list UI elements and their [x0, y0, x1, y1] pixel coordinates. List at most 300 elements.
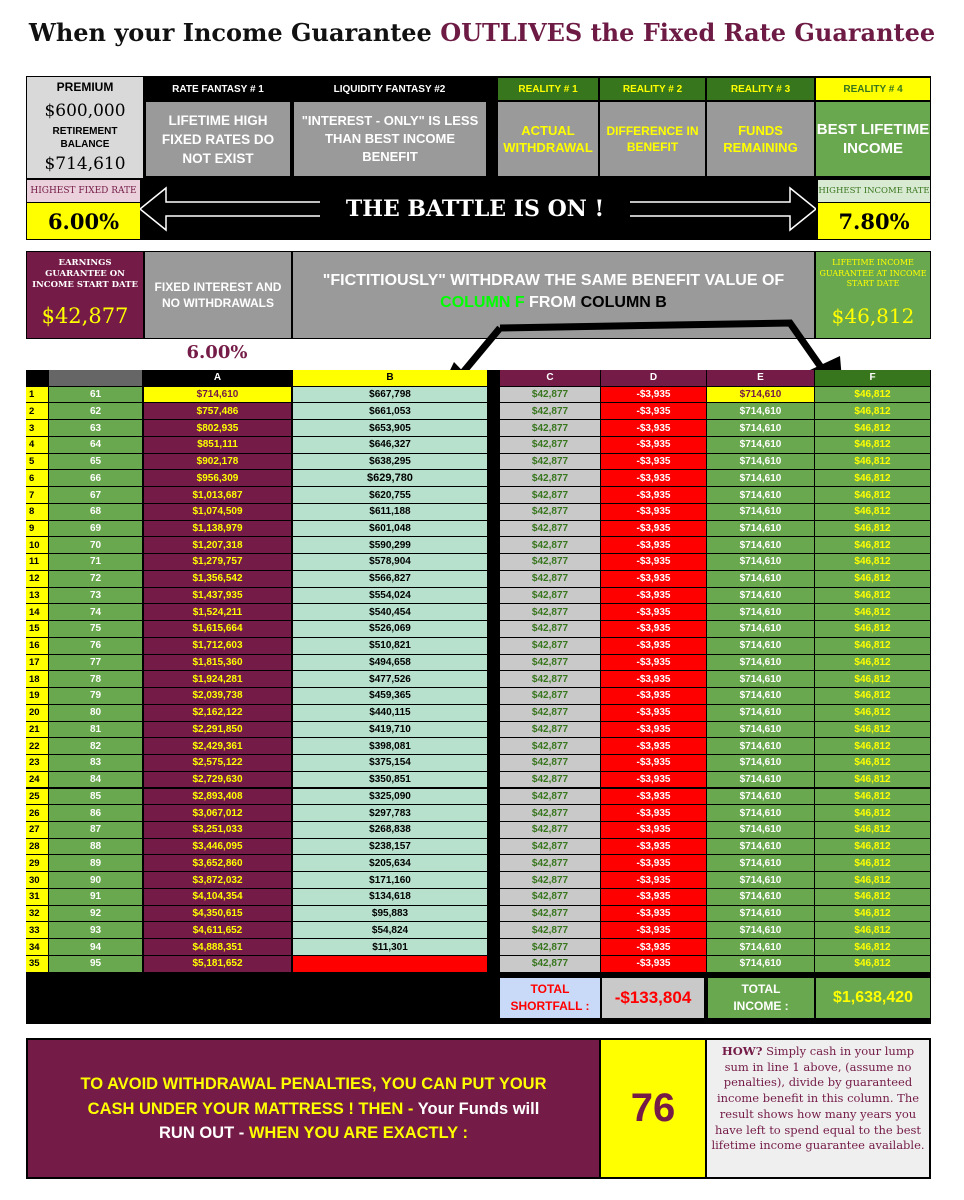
row-number-cell: 34	[26, 939, 48, 955]
highest-income-rate-label: HIGHEST INCOME RATE	[818, 180, 930, 202]
age-cell: 80	[49, 705, 142, 721]
age-cell: 91	[49, 889, 142, 905]
table-row	[26, 487, 931, 504]
column-c-cell: $42,877	[500, 872, 600, 888]
table-row	[26, 956, 931, 973]
column-c-cell: $42,877	[500, 906, 600, 922]
column-d-cell: -$3,935	[601, 671, 706, 687]
column-a-cell: $1,524,211	[144, 604, 291, 620]
column-c-cell: $42,877	[500, 403, 600, 419]
age-cell: 95	[49, 956, 142, 972]
column-c-cell: $42,877	[500, 789, 600, 805]
column-e-cell: $714,610	[707, 789, 814, 805]
column-e-cell: $714,610	[707, 705, 814, 721]
column-a-cell: $4,350,615	[144, 906, 291, 922]
column-e-cell: $714,610	[707, 638, 814, 654]
title-part-2: OUTLIVES the Fixed Rate Guarantee	[440, 18, 936, 47]
column-d-cell: -$3,935	[601, 571, 706, 587]
column-f-cell: $46,812	[815, 437, 930, 453]
column-b-cell: $590,299	[293, 537, 487, 553]
column-e-cell: $714,610	[707, 839, 814, 855]
column-d-cell: -$3,935	[601, 906, 706, 922]
row-number-cell: 18	[26, 671, 48, 687]
column-d-cell: -$3,935	[601, 956, 706, 972]
column-f-cell: $46,812	[815, 554, 930, 570]
column-e-cell: $714,610	[707, 772, 814, 788]
column-f-cell: $46,812	[815, 387, 930, 403]
row-number-cell: 20	[26, 705, 48, 721]
column-e-cell: $714,610	[707, 805, 814, 821]
column-d-cell: -$3,935	[601, 705, 706, 721]
earnings-label: EARNINGS GUARANTEE ON INCOME START DATE	[32, 257, 138, 290]
column-c-cell: $42,877	[500, 755, 600, 771]
column-e-cell: $714,610	[707, 454, 814, 470]
column-c-cell: $42,877	[500, 621, 600, 637]
row-number-cell: 23	[26, 755, 48, 771]
age-cell: 76	[49, 638, 142, 654]
total-income-value: $1,638,420	[816, 978, 930, 1018]
age-cell: 70	[49, 537, 142, 553]
column-e-cell: $714,610	[707, 889, 814, 905]
column-a-cell: $956,309	[144, 470, 291, 486]
row-number-cell: 22	[26, 738, 48, 754]
column-header-b: B	[293, 370, 487, 386]
column-e-cell: $714,610	[707, 755, 814, 771]
data-table	[26, 370, 931, 974]
column-b-cell: $477,526	[293, 671, 487, 687]
column-f-cell: $46,812	[815, 655, 930, 671]
how-text-1: Simply cash in your lump sum in line 1 above, (assume no penalties),	[723, 1044, 915, 1090]
fictitious-column-f: COLUMN F	[440, 294, 525, 311]
row-number-cell: 29	[26, 855, 48, 871]
age-cell: 92	[49, 906, 142, 922]
column-b-cell: $566,827	[293, 571, 487, 587]
column-c-cell: $42,877	[500, 956, 600, 972]
row-number-cell: 30	[26, 872, 48, 888]
column-d-cell: -$3,935	[601, 420, 706, 436]
column-c-cell: $42,877	[500, 437, 600, 453]
table-row	[26, 738, 931, 755]
highest-fixed-rate-label: HIGHEST FIXED RATE	[27, 180, 140, 202]
row-number-cell: 26	[26, 805, 48, 821]
column-header-c: C	[500, 370, 600, 386]
column-c-cell: $42,877	[500, 939, 600, 955]
column-d-cell: -$3,935	[601, 521, 706, 537]
column-d-cell: -$3,935	[601, 437, 706, 453]
age-cell: 85	[49, 789, 142, 805]
table-row	[26, 789, 931, 806]
header-rate-fantasy: RATE FANTASY # 1	[144, 78, 292, 100]
reality-1-box: ACTUAL WITHDRAWAL	[498, 102, 598, 176]
column-e-cell: $714,610	[707, 554, 814, 570]
column-c-cell: $42,877	[500, 671, 600, 687]
row-number-cell: 21	[26, 722, 48, 738]
column-a-cell: $5,181,652	[144, 956, 291, 972]
column-f-cell: $46,812	[815, 671, 930, 687]
row-number-cell: 7	[26, 487, 48, 503]
column-a-cell: $1,356,542	[144, 571, 291, 587]
column-d-cell: -$3,935	[601, 805, 706, 821]
column-c-cell: $42,877	[500, 772, 600, 788]
column-f-cell: $46,812	[815, 738, 930, 754]
header-liquidity-fantasy: LIQUIDITY FANTASY #2	[292, 78, 487, 100]
column-c-cell: $42,877	[500, 387, 600, 403]
column-d-cell: -$3,935	[601, 688, 706, 704]
age-cell: 69	[49, 521, 142, 537]
age-cell: 88	[49, 839, 142, 855]
column-a-cell: $3,872,032	[144, 872, 291, 888]
column-d-cell: -$3,935	[601, 789, 706, 805]
row-number-cell: 10	[26, 537, 48, 553]
column-c-cell: $42,877	[500, 554, 600, 570]
shortfall-value: -$133,804	[602, 978, 704, 1018]
age-cell: 74	[49, 604, 142, 620]
age-cell: 71	[49, 554, 142, 570]
row-number-cell: 6	[26, 470, 48, 486]
table-row	[26, 939, 931, 956]
column-f-cell: $46,812	[815, 420, 930, 436]
page-title	[0, 18, 964, 47]
column-b-cell: $238,157	[293, 839, 487, 855]
column-b-cell: $510,821	[293, 638, 487, 654]
column-e-cell: $714,610	[707, 722, 814, 738]
header-blank-cell	[49, 370, 142, 386]
column-f-cell: $46,812	[815, 956, 930, 972]
column-a-cell: $1,207,318	[144, 537, 291, 553]
table-row	[26, 872, 931, 889]
column-b-cell: $629,780	[293, 470, 487, 486]
column-b-cell: $440,115	[293, 705, 487, 721]
column-b-cell: $205,634	[293, 855, 487, 871]
column-f-cell: $46,812	[815, 537, 930, 553]
mattress-line-2a: CASH UNDER YOUR MATTRESS ! THEN -	[87, 1099, 418, 1118]
row-number-cell: 15	[26, 621, 48, 637]
column-d-cell: -$3,935	[601, 738, 706, 754]
column-d-cell: -$3,935	[601, 939, 706, 955]
column-a-cell: $2,291,850	[144, 722, 291, 738]
column-c-cell: $42,877	[500, 521, 600, 537]
table-row	[26, 571, 931, 588]
rate-under-label: 6.00%	[186, 341, 248, 363]
column-f-cell: $46,812	[815, 638, 930, 654]
row-number-cell: 28	[26, 839, 48, 855]
column-b-cell: $646,327	[293, 437, 487, 453]
column-b-cell: $350,851	[293, 772, 487, 788]
column-b-cell: $540,454	[293, 604, 487, 620]
row-number-cell: 9	[26, 521, 48, 537]
age-cell: 93	[49, 922, 142, 938]
column-b-cell	[293, 956, 487, 972]
column-a-cell: $802,935	[144, 420, 291, 436]
column-f-cell: $46,812	[815, 454, 930, 470]
column-e-cell: $714,610	[707, 655, 814, 671]
column-b-cell: $554,024	[293, 588, 487, 604]
table-row	[26, 889, 931, 906]
column-f-cell: $46,812	[815, 805, 930, 821]
retirement-balance-label: RETIREMENT BALANCE	[52, 126, 118, 150]
column-d-cell: -$3,935	[601, 454, 706, 470]
column-c-cell: $42,877	[500, 588, 600, 604]
row-number-cell: 33	[26, 922, 48, 938]
reality-4-box: BEST LIFETIME INCOME	[816, 102, 930, 176]
table-row	[26, 403, 931, 420]
age-cell: 77	[49, 655, 142, 671]
table-row	[26, 554, 931, 571]
column-d-cell: -$3,935	[601, 403, 706, 419]
column-e-cell: $714,610	[707, 571, 814, 587]
column-f-cell: $46,812	[815, 922, 930, 938]
table-row	[26, 437, 931, 454]
title-part-1: When your Income Guarantee	[28, 18, 441, 47]
column-a-cell: $1,712,603	[144, 638, 291, 654]
column-f-cell: $46,812	[815, 705, 930, 721]
table-row	[26, 454, 931, 471]
row-number-cell: 8	[26, 504, 48, 520]
column-d-cell: -$3,935	[601, 470, 706, 486]
table-row	[26, 655, 931, 672]
column-f-cell: $46,812	[815, 487, 930, 503]
column-c-cell: $42,877	[500, 738, 600, 754]
column-c-cell: $42,877	[500, 420, 600, 436]
table-row	[26, 906, 931, 923]
column-b-cell: $661,053	[293, 403, 487, 419]
column-c-cell: $42,877	[500, 822, 600, 838]
reality-2-box: DIFFERENCE IN BENEFIT	[600, 102, 705, 176]
mattress-line-3a: RUN OUT -	[159, 1124, 249, 1142]
column-b-cell: $11,301	[293, 939, 487, 955]
column-e-cell: $714,610	[707, 688, 814, 704]
column-f-cell: $46,812	[815, 621, 930, 637]
column-c-cell: $42,877	[500, 705, 600, 721]
column-f-cell: $46,812	[815, 403, 930, 419]
table-row	[26, 705, 931, 722]
age-cell: 87	[49, 822, 142, 838]
column-f-cell: $46,812	[815, 906, 930, 922]
table-row	[26, 822, 931, 839]
header-reality-4: REALITY # 4	[816, 78, 930, 100]
row-number-cell: 16	[26, 638, 48, 654]
column-e-cell: $714,610	[707, 403, 814, 419]
column-d-cell: -$3,935	[601, 822, 706, 838]
row-number-cell: 4	[26, 437, 48, 453]
column-e-cell: $714,610	[707, 420, 814, 436]
header-reality-1: REALITY # 1	[498, 78, 598, 100]
table-row	[26, 621, 931, 638]
age-cell: 75	[49, 621, 142, 637]
column-f-cell: $46,812	[815, 571, 930, 587]
column-c-cell: $42,877	[500, 805, 600, 821]
table-row	[26, 805, 931, 822]
column-a-cell: $1,615,664	[144, 621, 291, 637]
column-a-cell: $4,611,652	[144, 922, 291, 938]
column-b-cell: $578,904	[293, 554, 487, 570]
column-e-cell: $714,610	[707, 872, 814, 888]
column-c-cell: $42,877	[500, 722, 600, 738]
age-cell: 90	[49, 872, 142, 888]
column-a-cell: $2,039,738	[144, 688, 291, 704]
column-b-cell: $268,838	[293, 822, 487, 838]
column-b-cell: $419,710	[293, 722, 487, 738]
age-cell: 86	[49, 805, 142, 821]
column-e-cell: $714,610	[707, 487, 814, 503]
column-f-cell: $46,812	[815, 470, 930, 486]
shortfall-label-line-2: SHORTFALL :	[510, 999, 590, 1013]
table-row	[26, 420, 931, 437]
rate-fantasy-box: LIFETIME HIGH FIXED RATES DO NOT EXIST	[146, 102, 290, 176]
battle-text: THE BATTLE IS ON !	[320, 192, 630, 226]
column-b-cell: $667,798	[293, 387, 487, 403]
how-text-2: divide by guaranteed income benefit in this column. The result shows how many years you have left to spend equal to the best lifetime income guarantee available.	[711, 1075, 925, 1153]
column-f-cell: $46,812	[815, 839, 930, 855]
column-d-cell: -$3,935	[601, 504, 706, 520]
mattress-line-1: TO AVOID WITHDRAWAL PENALTIES, YOU CAN PUT YOUR	[80, 1075, 547, 1093]
fixed-no-withdraw-box: FIXED INTEREST AND NO WITHDRAWALS	[145, 252, 291, 338]
column-a-cell: $1,138,979	[144, 521, 291, 537]
column-d-cell: -$3,935	[601, 638, 706, 654]
row-number-cell: 1	[26, 387, 48, 403]
column-f-cell: $46,812	[815, 789, 930, 805]
age-cell: 94	[49, 939, 142, 955]
column-e-cell: $714,610	[707, 504, 814, 520]
age-cell: 61	[49, 387, 142, 403]
age-cell: 78	[49, 671, 142, 687]
column-a-cell: $2,162,122	[144, 705, 291, 721]
column-d-cell: -$3,935	[601, 554, 706, 570]
column-c-cell: $42,877	[500, 454, 600, 470]
column-e-cell: $714,610	[707, 537, 814, 553]
column-e-cell: $714,610	[707, 387, 814, 403]
column-a-cell: $2,429,361	[144, 738, 291, 754]
column-b-cell: $601,048	[293, 521, 487, 537]
age-cell: 81	[49, 722, 142, 738]
column-c-cell: $42,877	[500, 655, 600, 671]
column-f-cell: $46,812	[815, 822, 930, 838]
column-b-cell: $494,658	[293, 655, 487, 671]
shortfall-label-line-1: TOTAL	[530, 982, 570, 996]
column-c-cell: $42,877	[500, 688, 600, 704]
table-row	[26, 722, 931, 739]
how-label: HOW?	[721, 1044, 763, 1058]
column-e-cell: $714,610	[707, 521, 814, 537]
column-c-cell: $42,877	[500, 571, 600, 587]
table-row	[26, 604, 931, 621]
column-b-cell: $611,188	[293, 504, 487, 520]
age-cell: 62	[49, 403, 142, 419]
column-b-cell: $398,081	[293, 738, 487, 754]
column-e-cell: $714,610	[707, 822, 814, 838]
column-d-cell: -$3,935	[601, 722, 706, 738]
column-d-cell: -$3,935	[601, 889, 706, 905]
age-cell: 68	[49, 504, 142, 520]
column-f-cell: $46,812	[815, 939, 930, 955]
table-row	[26, 755, 931, 772]
column-a-cell: $2,729,630	[144, 772, 291, 788]
column-e-cell: $714,610	[707, 621, 814, 637]
column-c-cell: $42,877	[500, 604, 600, 620]
table-row	[26, 588, 931, 605]
column-a-cell: $1,074,509	[144, 504, 291, 520]
age-cell: 65	[49, 454, 142, 470]
column-d-cell: -$3,935	[601, 487, 706, 503]
column-a-cell: $714,610	[144, 387, 291, 403]
column-f-cell: $46,812	[815, 504, 930, 520]
column-a-cell: $1,013,687	[144, 487, 291, 503]
column-e-cell: $714,610	[707, 906, 814, 922]
column-a-cell: $3,067,012	[144, 805, 291, 821]
total-income-label-line-1: TOTAL	[741, 982, 781, 996]
column-a-cell: $1,437,935	[144, 588, 291, 604]
column-f-cell: $46,812	[815, 872, 930, 888]
column-e-cell: $714,610	[707, 437, 814, 453]
table-row	[26, 504, 931, 521]
fictitious-column-b: COLUMN B	[580, 294, 667, 311]
column-d-cell: -$3,935	[601, 872, 706, 888]
table-row	[26, 839, 931, 856]
column-d-cell: -$3,935	[601, 839, 706, 855]
column-e-cell: $714,610	[707, 470, 814, 486]
age-cell: 66	[49, 470, 142, 486]
age-cell: 63	[49, 420, 142, 436]
column-a-cell: $1,279,757	[144, 554, 291, 570]
column-header-a: A	[144, 370, 291, 386]
column-a-cell: $2,575,122	[144, 755, 291, 771]
column-f-cell: $46,812	[815, 855, 930, 871]
column-d-cell: -$3,935	[601, 922, 706, 938]
liquidity-fantasy-box: "INTEREST - ONLY" IS LESS THAN BEST INCOME BENEFIT	[294, 102, 486, 176]
column-c-cell: $42,877	[500, 470, 600, 486]
column-f-cell: $46,812	[815, 521, 930, 537]
row-number-cell: 3	[26, 420, 48, 436]
row-number-cell: 27	[26, 822, 48, 838]
age-cell: 64	[49, 437, 142, 453]
total-income-label	[708, 978, 814, 1018]
column-b-cell: $620,755	[293, 487, 487, 503]
column-b-cell: $375,154	[293, 755, 487, 771]
row-number-cell: 24	[26, 772, 48, 788]
reality-3-box: FUNDS REMAINING	[707, 102, 814, 176]
column-a-cell: $4,104,354	[144, 889, 291, 905]
column-d-cell: -$3,935	[601, 537, 706, 553]
column-e-cell: $714,610	[707, 604, 814, 620]
column-c-cell: $42,877	[500, 922, 600, 938]
column-a-cell: $902,178	[144, 454, 291, 470]
column-e-cell: $714,610	[707, 956, 814, 972]
row-number-cell: 11	[26, 554, 48, 570]
column-b-cell: $459,365	[293, 688, 487, 704]
column-e-cell: $714,610	[707, 922, 814, 938]
mattress-line-3b: WHEN YOU ARE EXACTLY :	[248, 1124, 468, 1142]
table-row	[26, 521, 931, 538]
column-header-e: E	[707, 370, 814, 386]
row-number-cell: 14	[26, 604, 48, 620]
table-row	[26, 638, 931, 655]
lifetime-income-label: LIFETIME INCOME GUARANTEE AT INCOME START DATE	[819, 258, 927, 289]
column-c-cell: $42,877	[500, 487, 600, 503]
column-c-cell: $42,877	[500, 855, 600, 871]
column-e-cell: $714,610	[707, 939, 814, 955]
column-a-cell: $2,893,408	[144, 789, 291, 805]
header-reality-3: REALITY # 3	[707, 78, 814, 100]
column-c-cell: $42,877	[500, 839, 600, 855]
age-cell: 89	[49, 855, 142, 871]
column-header-d: D	[601, 370, 706, 386]
age-cell: 82	[49, 738, 142, 754]
column-e-cell: $714,610	[707, 588, 814, 604]
table-row	[26, 772, 931, 789]
column-c-cell: $42,877	[500, 638, 600, 654]
row-number-cell: 17	[26, 655, 48, 671]
column-b-cell: $325,090	[293, 789, 487, 805]
